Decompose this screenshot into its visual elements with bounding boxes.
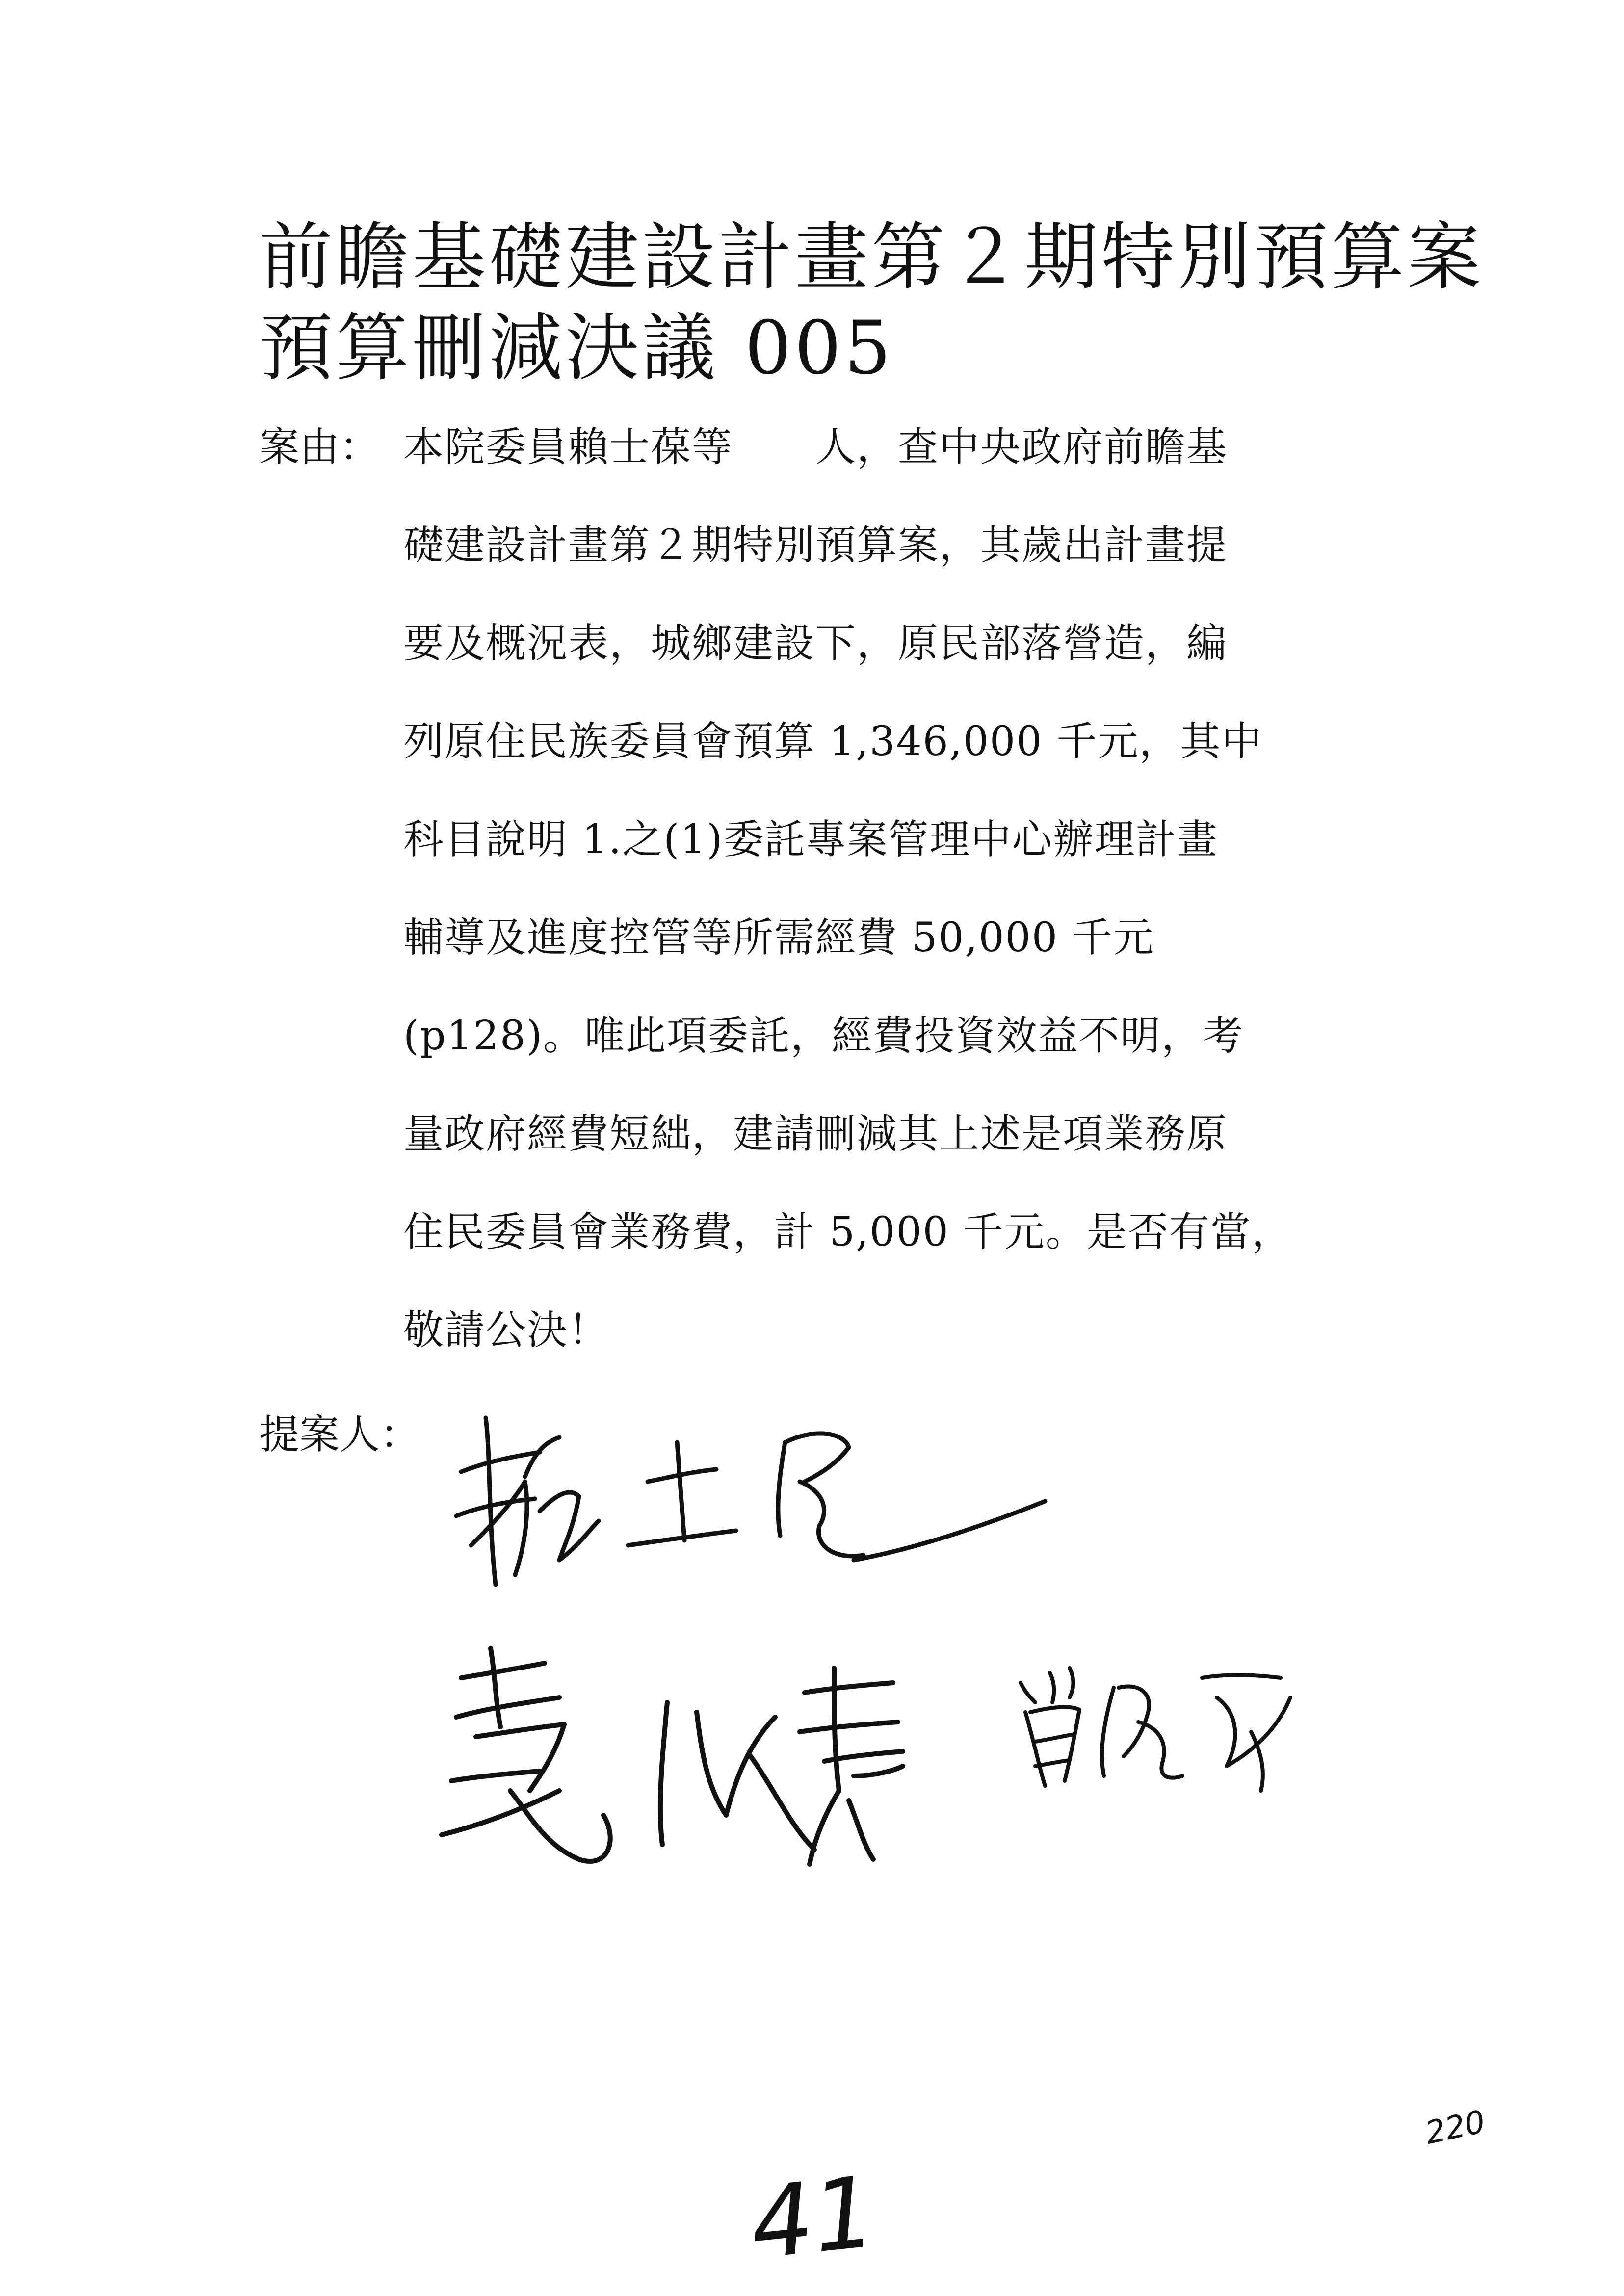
handwritten-signature-1	[442, 1398, 1079, 1609]
handwritten-signature-3	[1006, 1648, 1310, 1796]
title-line-1: 前瞻基礎建設計畫第２期特別預算案	[259, 215, 1484, 300]
reason-line-10: 敬請公決！	[403, 1307, 610, 1354]
title-line-2: 預算刪減決議 005	[259, 306, 894, 391]
reason-line-9: 住民委員會業務費，計 5,000 千元。是否有當，	[403, 1209, 1293, 1255]
reason-line-5: 科目說明 1.之(1)委託專案管理中心辦理計畫	[403, 816, 1218, 863]
reason-line-6: 輔導及進度控管等所需經費 50,000 千元	[403, 914, 1155, 961]
reason-label: 案由：	[259, 424, 380, 470]
reason-line-2: 礎建設計畫第２期特別預算案，其歲出計畫提	[403, 522, 1228, 569]
margin-note: 220	[1422, 2104, 1489, 2152]
reason-line-3: 要及概況表，城鄉建設下，原民部落營造，編	[403, 620, 1228, 667]
reason-line-1: 本院委員賴士葆等 人，查中央政府前瞻基	[403, 424, 1228, 470]
reason-line-7: (p128)。唯此項委託，經費投資效益不明，考	[403, 1013, 1244, 1059]
proposer-label: 提案人：	[259, 1411, 420, 1458]
reason-line-8: 量政府經費短絀，建請刪減其上述是項業務原	[403, 1111, 1228, 1157]
page-number: 41	[745, 2155, 881, 2282]
handwritten-signature-2	[432, 1629, 996, 1884]
reason-line-4: 列原住民族委員會預算 1,346,000 千元，其中	[403, 718, 1263, 765]
